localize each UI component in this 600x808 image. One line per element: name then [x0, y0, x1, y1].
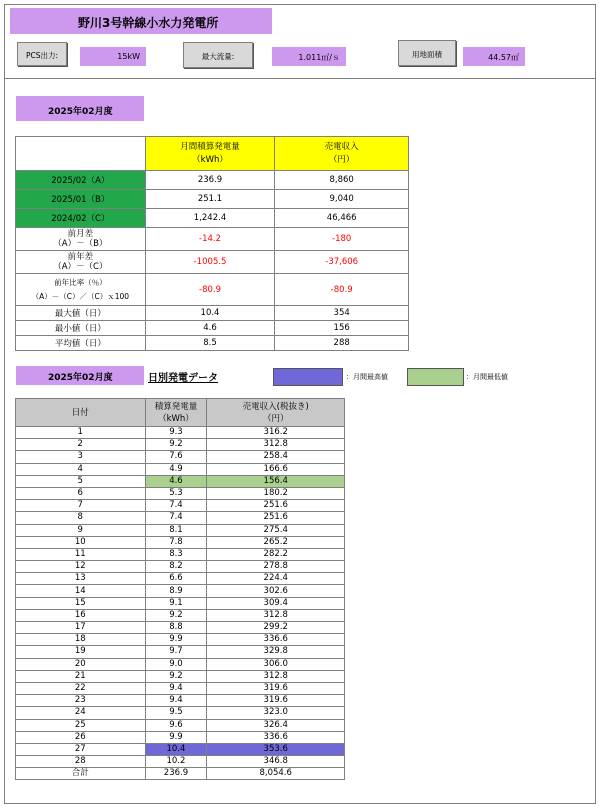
max-flow-value: 1.011㎥/ｓ: [272, 47, 346, 66]
daily-cell-day: 27: [16, 743, 146, 755]
ratio-label: 前年比率（％） （A）－（C）／（C）ｘ100: [16, 274, 146, 306]
table-row: [16, 451, 345, 463]
daily-cell-yen: 353.6: [207, 743, 345, 755]
daily-cell-day: 6: [16, 487, 146, 499]
daily-cell-kwh: 4.6: [145, 475, 207, 487]
page-title: 野川3号幹線小水力発電所: [10, 8, 272, 34]
summary-head-kwh: 月間積算発電量 （kWh）: [145, 137, 275, 171]
table-row: [16, 561, 345, 573]
daily-cell-yen: 275.4: [207, 524, 345, 536]
daily-cell-day: 21: [16, 670, 146, 682]
daily-cell-kwh: 7.6: [145, 451, 207, 463]
daily-month-title: 2025年02月度: [16, 366, 144, 385]
daily-cell-day: 22: [16, 682, 146, 694]
min-kwh: 4.6: [145, 321, 275, 336]
min-yen: 156: [275, 321, 409, 336]
daily-cell-day: 5: [16, 475, 146, 487]
daily-table: [15, 398, 345, 780]
daily-cell-day: 24: [16, 707, 146, 719]
daily-cell-yen: 312.8: [207, 670, 345, 682]
daily-cell-day: 18: [16, 634, 146, 646]
daily-cell-day: 10: [16, 536, 146, 548]
daily-cell-yen: 336.6: [207, 634, 345, 646]
daily-cell-day: 16: [16, 609, 146, 621]
daily-cell-kwh: 9.2: [145, 609, 207, 621]
daily-cell-kwh: 8.3: [145, 548, 207, 560]
daily-total-label: 合計: [16, 768, 146, 780]
daily-cell-day: 2: [16, 439, 146, 451]
daily-total-kwh: 236.9: [145, 768, 207, 780]
daily-cell-kwh: 5.3: [145, 487, 207, 499]
header-divider: [5, 78, 595, 79]
legend-min-swatch: [407, 368, 464, 386]
table-row: [16, 743, 345, 755]
daily-cell-yen: 258.4: [207, 451, 345, 463]
daily-total-yen: 8,054.6: [207, 768, 345, 780]
daily-cell-yen: 156.4: [207, 475, 345, 487]
daily-cell-yen: 312.8: [207, 439, 345, 451]
daily-cell-day: 14: [16, 585, 146, 597]
table-row: [16, 463, 345, 475]
daily-cell-yen: 316.2: [207, 427, 345, 439]
avg-yen: 288: [275, 336, 409, 351]
table-row: [16, 427, 345, 439]
daily-cell-kwh: 7.4: [145, 512, 207, 524]
daily-cell-kwh: 6.6: [145, 573, 207, 585]
daily-cell-yen: 282.2: [207, 548, 345, 560]
daily-cell-yen: 312.8: [207, 609, 345, 621]
row-label-b: 2025/01（B）: [16, 190, 146, 209]
daily-cell-yen: 251.6: [207, 512, 345, 524]
daily-cell-kwh: 8.9: [145, 585, 207, 597]
table-row: [16, 634, 345, 646]
avg-kwh: 8.5: [145, 336, 275, 351]
daily-cell-day: 4: [16, 463, 146, 475]
daily-cell-kwh: 10.4: [145, 743, 207, 755]
diff-year-label: 前年差 （A）－（C）: [16, 251, 146, 274]
daily-cell-day: 1: [16, 427, 146, 439]
table-row: [16, 487, 345, 499]
daily-cell-kwh: 9.0: [145, 658, 207, 670]
daily-cell-yen: 278.8: [207, 561, 345, 573]
daily-cell-yen: 299.2: [207, 622, 345, 634]
daily-head-kwh: 積算発電量 （kWh）: [145, 399, 207, 427]
daily-cell-yen: 323.0: [207, 707, 345, 719]
table-row: [16, 512, 345, 524]
pcs-output-button[interactable]: PCS出力:: [17, 42, 67, 66]
ratio-kwh: -80.9: [145, 274, 275, 306]
table-row: [16, 585, 345, 597]
daily-cell-yen: 336.6: [207, 731, 345, 743]
summary-table: [15, 136, 409, 351]
diff-year-kwh: -1005.5: [145, 251, 275, 274]
daily-cell-day: 23: [16, 695, 146, 707]
daily-cell-kwh: 4.9: [145, 463, 207, 475]
table-row: [16, 548, 345, 560]
daily-cell-yen: 251.6: [207, 500, 345, 512]
daily-cell-day: 9: [16, 524, 146, 536]
pcs-output-value: 15kW: [80, 47, 146, 66]
table-row: [16, 646, 345, 658]
ratio-yen: -80.9: [275, 274, 409, 306]
max-yen: 354: [275, 306, 409, 321]
daily-cell-day: 20: [16, 658, 146, 670]
row-label-a: 2025/02（A）: [16, 171, 146, 190]
max-kwh: 10.4: [145, 306, 275, 321]
daily-cell-yen: 319.6: [207, 682, 345, 694]
daily-cell-yen: 224.4: [207, 573, 345, 585]
row-label-c: 2024/02（C）: [16, 209, 146, 228]
daily-section-title: 日別発電データ: [148, 373, 218, 384]
table-row: [16, 670, 345, 682]
table-row: [16, 439, 345, 451]
daily-cell-kwh: 9.3: [145, 427, 207, 439]
table-row: [16, 524, 345, 536]
daily-cell-kwh: 9.5: [145, 707, 207, 719]
daily-cell-kwh: 9.9: [145, 634, 207, 646]
table-row: [16, 597, 345, 609]
table-row: [16, 658, 345, 670]
table-row: [16, 756, 345, 768]
legend-max-label: ：月間最高値: [346, 373, 388, 381]
daily-cell-yen: 309.4: [207, 597, 345, 609]
month-title: 2025年02月度: [16, 96, 144, 121]
cell-kwh-b: 251.1: [145, 190, 275, 209]
daily-cell-kwh: 9.1: [145, 597, 207, 609]
daily-cell-yen: 319.6: [207, 695, 345, 707]
cell-kwh-c: 1,242.4: [145, 209, 275, 228]
diff-month-yen: -180: [275, 228, 409, 251]
daily-cell-kwh: 8.1: [145, 524, 207, 536]
daily-cell-day: 15: [16, 597, 146, 609]
daily-cell-day: 13: [16, 573, 146, 585]
daily-cell-yen: 306.0: [207, 658, 345, 670]
daily-cell-kwh: 7.8: [145, 536, 207, 548]
table-row: [16, 475, 345, 487]
daily-cell-day: 19: [16, 646, 146, 658]
daily-cell-day: 26: [16, 731, 146, 743]
daily-cell-day: 17: [16, 622, 146, 634]
table-row: [16, 573, 345, 585]
diff-year-yen: -37,606: [275, 251, 409, 274]
daily-cell-kwh: 9.6: [145, 719, 207, 731]
table-row: [16, 622, 345, 634]
daily-cell-day: 3: [16, 451, 146, 463]
table-row: [16, 707, 345, 719]
table-row: [16, 719, 345, 731]
daily-cell-yen: 166.6: [207, 463, 345, 475]
daily-cell-yen: 265.2: [207, 536, 345, 548]
daily-cell-day: 25: [16, 719, 146, 731]
daily-cell-kwh: 10.2: [145, 756, 207, 768]
table-row: [16, 682, 345, 694]
legend-max-swatch: [273, 368, 343, 386]
cell-yen-a: 8,860: [275, 171, 409, 190]
max-flow-button[interactable]: 最大流量:: [183, 42, 253, 68]
daily-head-day: 日付: [16, 399, 146, 427]
table-row: [16, 731, 345, 743]
daily-cell-day: 28: [16, 756, 146, 768]
daily-cell-yen: 302.6: [207, 585, 345, 597]
daily-cell-kwh: 8.2: [145, 561, 207, 573]
daily-cell-kwh: 9.2: [145, 439, 207, 451]
table-row: [16, 500, 345, 512]
diff-month-kwh: -14.2: [145, 228, 275, 251]
daily-cell-kwh: 9.9: [145, 731, 207, 743]
daily-cell-day: 12: [16, 561, 146, 573]
table-row: [16, 609, 345, 621]
avg-label: 平均値（日）: [16, 336, 146, 351]
daily-cell-kwh: 9.4: [145, 682, 207, 694]
min-label: 最小値（日）: [16, 321, 146, 336]
cell-yen-c: 46,466: [275, 209, 409, 228]
daily-cell-yen: 326.4: [207, 719, 345, 731]
daily-cell-day: 8: [16, 512, 146, 524]
land-area-value: 44.57㎡: [463, 47, 525, 66]
max-label: 最大値（日）: [16, 306, 146, 321]
daily-cell-yen: 329.8: [207, 646, 345, 658]
land-area-button[interactable]: 用地面積: [398, 40, 456, 66]
diff-month-label: 前月差 （A）－（B）: [16, 228, 146, 251]
cell-yen-b: 9,040: [275, 190, 409, 209]
daily-cell-kwh: 9.4: [145, 695, 207, 707]
daily-cell-kwh: 9.7: [145, 646, 207, 658]
table-row: [16, 695, 345, 707]
daily-cell-day: 7: [16, 500, 146, 512]
daily-cell-kwh: 9.2: [145, 670, 207, 682]
legend-min-label: ：月間最低値: [466, 373, 508, 381]
daily-cell-day: 11: [16, 548, 146, 560]
daily-cell-kwh: 8.8: [145, 622, 207, 634]
table-row: [16, 536, 345, 548]
summary-head-yen: 売電収入 （円）: [275, 137, 409, 171]
cell-kwh-a: 236.9: [145, 171, 275, 190]
daily-cell-yen: 346.8: [207, 756, 345, 768]
daily-cell-yen: 180.2: [207, 487, 345, 499]
daily-cell-kwh: 7.4: [145, 500, 207, 512]
daily-head-yen: 売電収入(税抜き) （円）: [207, 399, 345, 427]
